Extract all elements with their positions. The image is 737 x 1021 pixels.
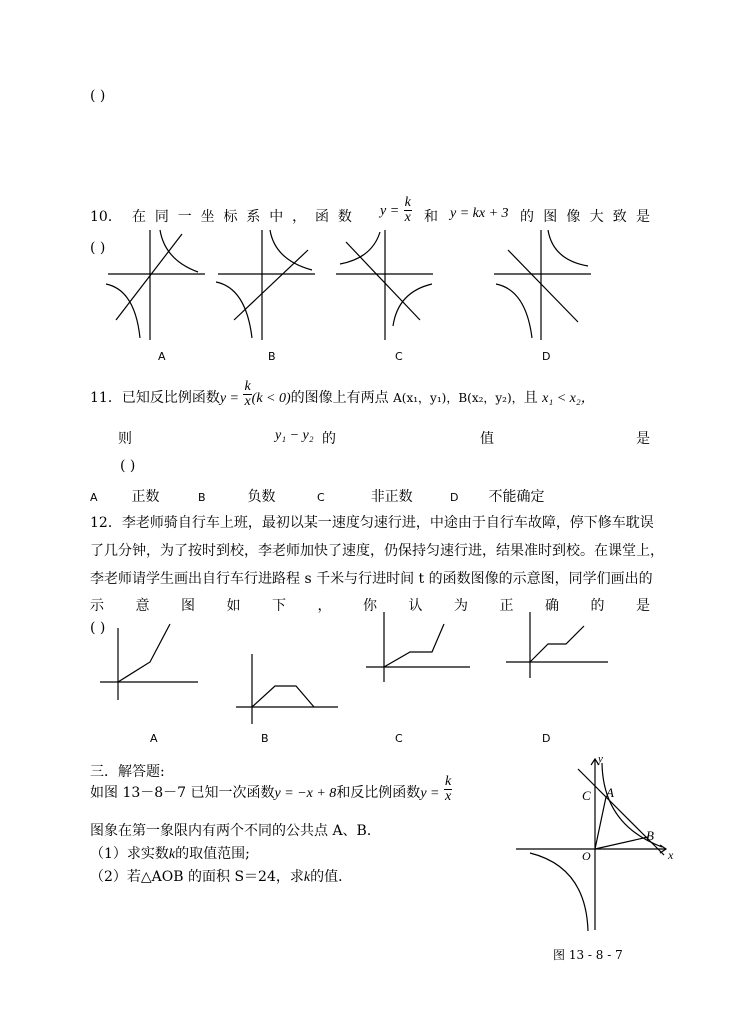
section3-part2: （2）若△AOB 的面积 S＝24，求k的值． [90,869,353,885]
q12-option-b: B [261,732,269,745]
q11-choice-a: A 正数 [90,489,160,505]
graph-line [118,624,170,682]
q12-graph-a [100,624,198,700]
q12-graph-d [506,612,608,678]
section3-part1: （1）求实数k的取值范围; [90,846,250,862]
figure-caption: 图 13 - 8 - 7 [553,948,623,962]
q10-stem-char: 同 [154,209,169,225]
segment-oa [595,797,606,849]
q10-stem-char: 中 [269,209,284,225]
q12-line4-char: 确 [545,598,559,614]
q10-stem-tail-char: 大 [589,209,604,225]
q12-line4-char: 为 [454,598,468,614]
label-c: C [582,788,591,803]
q11-choice-d: D 不能确定 [450,489,545,505]
q11-expression: y₁ − y₂ [275,428,314,443]
q10-stem-char: 一 [177,209,192,225]
line [116,234,182,320]
q10-graph-d [494,230,591,340]
hyperbola-branch [393,284,432,326]
q12-line4-char: 你 [363,598,377,614]
q12-option-d: D [542,732,551,745]
hyperbola-branch [548,230,588,266]
q10-stem-char: 在 [132,209,146,225]
q12-option-a: A [150,732,158,745]
q10-stem-char: 系 [246,209,261,225]
q12-graphs [0,610,737,730]
q12-line4-char: 示 [90,598,104,614]
line [508,250,578,322]
q12-line4-char: 正 [499,598,514,614]
q10-stem-tail-char: 致 [612,209,627,225]
q10-stem-char: 数 [337,209,352,225]
q12-line4-char: 图 [181,598,195,614]
line [346,242,420,320]
q11-answer-blank: ( ) [120,458,136,474]
q12-line4-char: 是 [636,598,650,614]
q10-stem-tail-char: 像 [566,209,581,225]
q12-line4-char: 认 [408,598,423,614]
q10-func2: y = kx + 3 [450,206,509,221]
q12-line4-char: 下 [272,598,286,614]
label-y: y [598,753,603,765]
q12-line4-char: ， [317,598,332,614]
q10-stem-tail-char: 的 [520,209,534,225]
q12-line4-char: 意 [135,598,150,614]
q12-line3: 李老师请学生画出自行车行进路程 s 千米与行进时间 t 的函数图像的示意图，同学们画出的 [90,571,653,587]
graph-line [252,686,314,707]
label-x: x [668,848,674,862]
label-a: A [606,785,614,800]
q12-line4-char: 的 [590,598,605,614]
graph-line [530,626,584,662]
graph-line [384,624,444,667]
q12-answer-blank: ( ) [90,620,106,636]
top-answer-blank: ( ) [90,88,106,104]
q11-choice-c: C 非正数 [317,489,413,505]
q10-stem-char: 标 [223,209,238,225]
q10-graph-a [106,230,205,340]
q10-option-c: C [395,350,403,363]
q10-stem-char: 函 [315,209,329,225]
q10-option-a: A [158,350,166,363]
q11-then: 则 [118,431,132,447]
q11-de: 的 [322,431,336,447]
q11-line1: 11．已知反比例函数y = $\frac{k}{x}$ (k < 0)的图像上有两点 A(x₁，y₁)，B(x₂，y₂)，且 x₁ < x₂， [90,378,595,409]
q12-line4-char: 如 [226,598,241,614]
q12-line1: 12．李老师骑自行车上班，最初以某一速度匀速行进，中途由于自行车故障，停下修车耽误 [90,515,654,531]
q10-number: 10． [90,209,122,225]
q10-stem-tail-char: 是 [635,209,650,225]
label-b: B [646,828,654,843]
q10-option-b: B [268,350,276,363]
q11-choice-b: B 负数 [198,489,276,505]
q10-stem-char: ， [292,209,307,225]
hyperbola-branch [270,230,312,270]
q10-answer-blank: ( ) [90,240,106,256]
q10-stem-tail-char: 图 [543,209,558,225]
q12-graph-b [236,654,338,724]
q12-option-c: C [395,732,403,745]
q10-graph-c [336,230,433,340]
q10-connector: 和 [424,209,438,225]
hyperbola-branch [496,284,532,338]
q10-option-d: D [542,350,551,363]
section3-heading: 三．解答题: [90,764,165,780]
q12-line2: 了几分钟，为了按时到校，李老师加快了速度，仍保持匀速行进，结果准时到校。在课堂上， [90,543,664,559]
hyperbola-branch [216,282,252,338]
q10-graph-b [216,230,315,340]
q10-func1: y = $\frac{k}{x}$ [380,195,411,225]
hyperbola-branch-q3 [530,853,588,931]
section3-intro: 如图 13－8－7 已知一次函数y = −x + 8和反比例函数y = $\frac{k}{x}$ [90,773,452,804]
label-o: O [582,849,591,863]
q10-stem-char: 坐 [200,209,215,225]
hyperbola-branch [340,232,380,264]
q12-graph-c [366,612,470,682]
section3-intro-line2: 图象在第一象限内有两个不同的公共点 A、B． [90,823,381,839]
figure-13-8-7 [0,755,737,955]
q11-value: 值 [480,431,494,447]
line [234,250,308,320]
q11-is: 是 [636,431,650,447]
hyperbola-branch [160,230,198,272]
segment-ob [595,837,648,849]
